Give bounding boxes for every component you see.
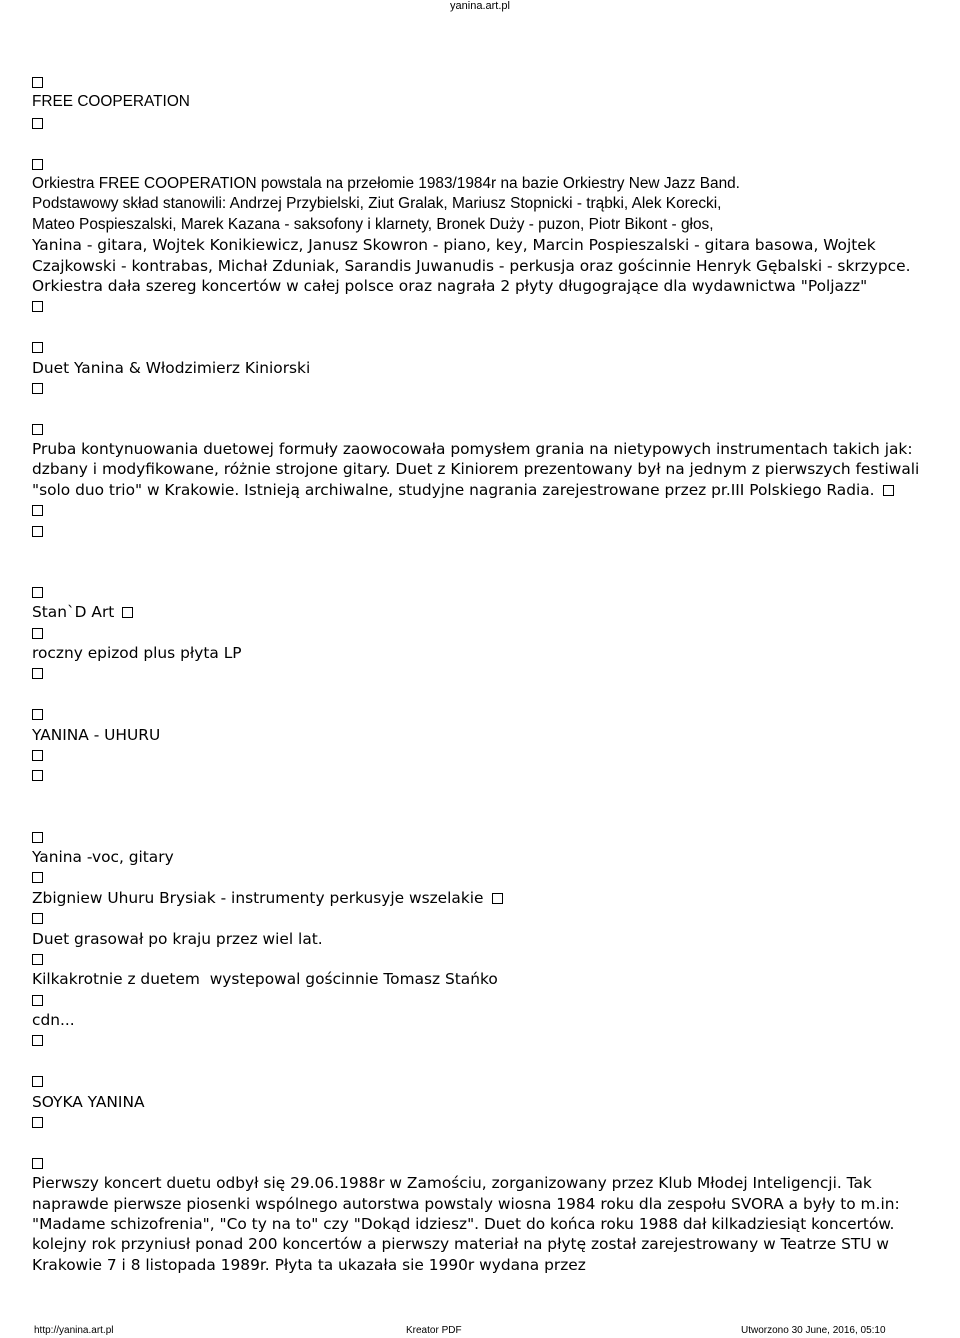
list-item: Duet grasował po kraju przez wiel lat. <box>32 929 323 948</box>
document-body <box>32 72 932 1275</box>
box-glyph-icon <box>32 913 43 924</box>
box-marker <box>32 1071 932 1091</box>
section-title: FREE COOPERATION <box>32 93 190 111</box>
section-title: Stan`D Art <box>32 603 115 622</box>
paragraph-line: Podstawowy skład stanowili: Andrzej Przybielski, Ziut Gralak, Mariusz Stopnicki - trąbki, Alek Korecki, <box>32 195 722 213</box>
box-glyph-icon <box>32 770 43 781</box>
section-title-row <box>32 602 932 622</box>
paragraph-line: Mateo Pospieszalski, Marek Kazana - saksofony i klarnety, Bronek Duży - puzon, Piotr Bikont - głos, <box>32 215 714 233</box>
box-glyph-icon <box>32 383 43 394</box>
box-marker <box>32 990 932 1010</box>
box-glyph-icon <box>32 628 43 639</box>
list-item: cdn... <box>32 1011 75 1030</box>
box-marker <box>32 765 932 785</box>
box-glyph-icon <box>32 77 43 88</box>
paragraph-text: Pruba kontynuowania duetowej formuły zaowocowała pomysłem grania na nietypowych instrumentach takich jak: dzbany i modyfikowane, różnie strojone gitary. Duet z Kiniorem prezentowany był na jednym z pierwszych festiwali "solo duo trio" w Krakowie. Istnieją archiwalne, studyjne nagrania zarejestrowane przez pr.III Polskiego Radia. <box>32 440 920 499</box>
box-glyph-icon <box>492 893 503 904</box>
box-glyph-icon <box>32 424 43 435</box>
box-glyph-icon <box>32 159 43 170</box>
box-glyph-icon <box>883 485 894 496</box>
box-marker <box>32 623 932 643</box>
box-marker <box>32 745 932 765</box>
box-marker <box>32 663 932 683</box>
box-glyph-icon <box>32 1158 43 1169</box>
section-title: Duet Yanina & Włodzimierz Kiniorski <box>32 358 311 377</box>
box-glyph-icon <box>32 872 43 883</box>
footer-creator: Kreator PDF <box>406 1325 462 1336</box>
box-marker <box>32 154 932 174</box>
box-glyph-icon <box>32 954 43 965</box>
box-glyph-icon <box>32 709 43 720</box>
paragraph <box>32 439 932 500</box>
box-marker <box>32 908 932 928</box>
box-glyph-icon <box>32 526 43 537</box>
box-glyph-icon <box>32 1035 43 1046</box>
box-marker <box>32 419 932 439</box>
paragraph: Yanina - gitara, Wojtek Konikiewicz, Janusz Skowron - piano, key, Marcin Pospieszalski - gitara basowa, Wojtek Czajkowski - kontrabas, Michał Zduniak, Sarandis Juwanudis - perkusja oraz gościnnie Henryk Gębalski - skrzypce. Orkiestra dała szereg koncertów w całej polsce oraz nagrała 2 płyty długogrające dla wydawnictwa "Poljazz" <box>32 236 911 295</box>
box-marker <box>32 582 932 602</box>
box-glyph-icon <box>32 118 43 129</box>
header-site: yanina.art.pl <box>450 0 510 12</box>
paragraph-line: roczny epizod plus płyta LP <box>32 644 242 663</box>
paragraph-line: Orkiestra FREE COOPERATION powstala na przełomie 1983/1984r na bazie Orkiestry New Jazz Band. <box>32 174 740 192</box>
box-glyph-icon <box>122 607 133 618</box>
box-glyph-icon <box>32 301 43 312</box>
box-glyph-icon <box>32 1117 43 1128</box>
footer-created: Utworzono 30 June, 2016, 05:10 <box>741 1325 886 1336</box>
box-marker <box>32 1153 932 1173</box>
section-title: SOYKA YANINA <box>32 1092 145 1111</box>
box-glyph-icon <box>32 750 43 761</box>
box-glyph-icon <box>32 587 43 598</box>
box-glyph-icon <box>32 995 43 1006</box>
box-glyph-icon <box>32 342 43 353</box>
box-glyph-icon <box>32 832 43 843</box>
box-marker <box>32 1112 932 1132</box>
box-marker <box>32 1030 932 1050</box>
box-glyph-icon <box>32 1076 43 1087</box>
box-marker <box>32 378 932 398</box>
box-marker <box>32 867 932 887</box>
box-marker <box>32 827 932 847</box>
box-marker <box>32 949 932 969</box>
box-marker <box>32 72 932 92</box>
footer-url: http://yanina.art.pl <box>34 1325 114 1336</box>
paragraph: Pierwszy koncert duetu odbył się 29.06.1988r w Zamościu, zorganizowany przez Klub Młodej Inteligencji. Tak naprawde pierwsze piosenki wspólnego autorstwa powstaly wiosna 1984 roku dla zespołu SVORA a były to m.in: "Madame schizofrenia", "Co ty na to" czy "Dokąd idziesz". Duet do końca roku 1988 dał kilkadziesiąt koncertów. kolejny rok przyniusł ponad 200 koncertów a pierwszy materiał na płytę został zarejestrowany w Teatrze STU w Krakowie 7 i 8 listopada 1989r. Płyta ta ukazała sie 1990r wydana przez <box>32 1174 900 1274</box>
box-marker <box>32 113 932 133</box>
list-item: Yanina -voc, gitary <box>32 847 174 866</box>
box-marker <box>32 500 932 520</box>
box-glyph-icon <box>32 668 43 679</box>
page-footer <box>0 1324 960 1338</box>
page-header <box>0 0 960 12</box>
box-glyph-icon <box>32 505 43 516</box>
box-marker <box>32 521 932 541</box>
section-title: YANINA - UHURU <box>32 725 161 744</box>
box-marker <box>32 296 932 316</box>
box-marker <box>32 337 932 357</box>
box-marker <box>32 704 932 724</box>
list-item: Zbigniew Uhuru Brysiak - instrumenty perkusyje wszelakie <box>32 888 484 907</box>
list-item: Kilkakrotnie z duetem wystepowal gościnnie Tomasz Stańko <box>32 970 498 989</box>
list-item-row <box>32 888 932 908</box>
